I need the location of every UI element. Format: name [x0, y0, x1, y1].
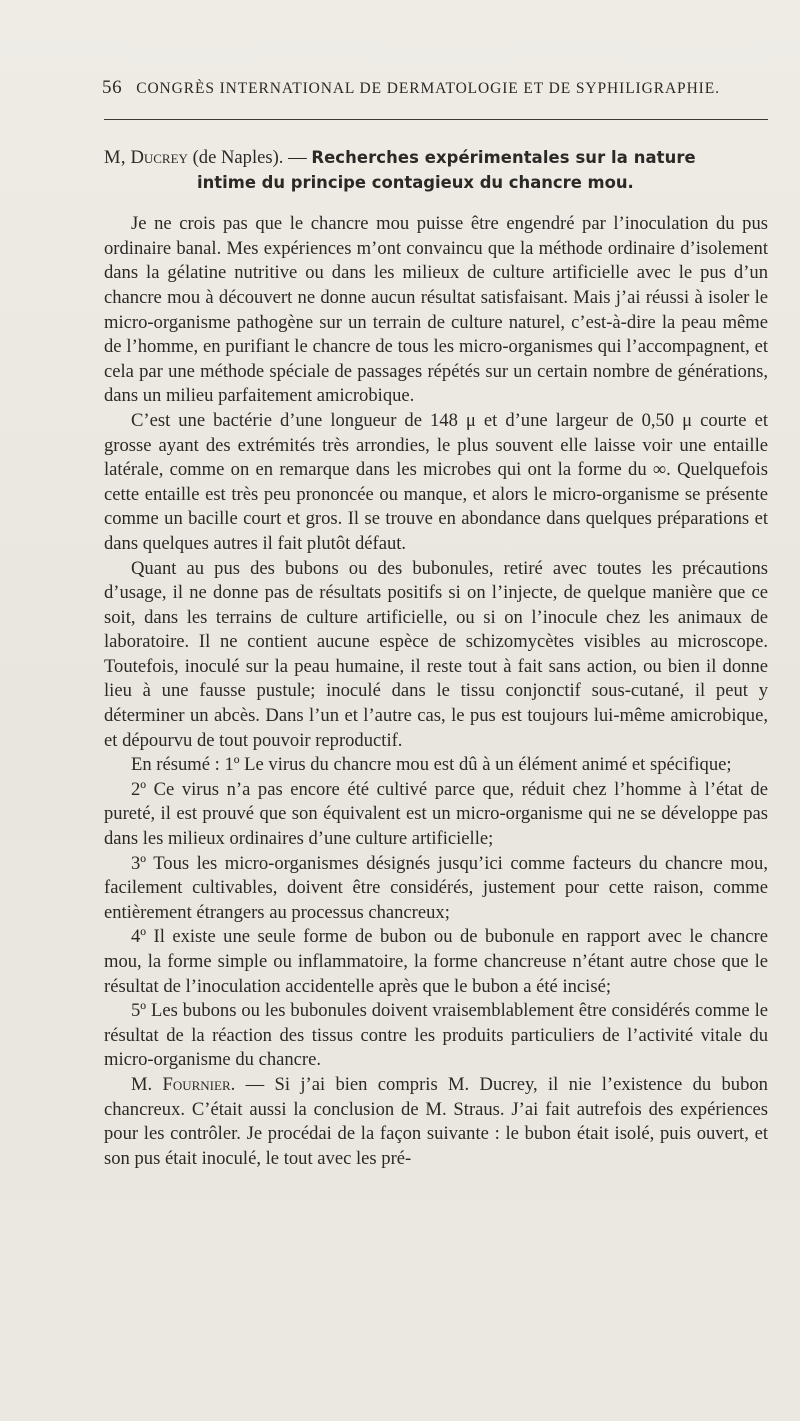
conclusion-item-1: En résumé : 1º Le virus du chancre mou est dû à un élément animé et spécifique; [131, 754, 732, 776]
author-name: Ducrey [130, 147, 188, 168]
conclusion-item-5: 5º Les bubons ou les bubonules doivent vraisemblablement être considérés comme le résultat de la réaction des tissus contre les produits particuliers de l’activité vitale du micro-organisme du chancre. [104, 1000, 768, 1071]
running-header [102, 77, 730, 99]
paragraph-bubon-pus: Quant au pus des bubons ou des bubonules, retiré avec toutes les précautions d’usage, il ne donne pas de résultats positifs si on l’injecte, de quelque manière que ce soit, dans les terrains de culture artificielle, ou si on l’inocule chez les animaux de laboratoire. Il ne contient aucune espèce de schizomycètes visibles au microscope. Toutefois, inoculé sur la peau humaine, il reste tout à fait sans action, ou bien il donne lieu à une fausse pustule; inoculé dans le tissu conjonctif sous-cutané, il peut y déterminer un abcès. Dans l’un et l’autre cas, le pus est toujours lui-même amicrobique, et dépourvu de tout pouvoir reproductif. [104, 557, 768, 751]
running-title: CONGRÈS INTERNATIONAL DE DERMATOLOGIE ET DE SYPHILIGRAPHIE. [136, 80, 720, 97]
header-rule [104, 119, 768, 120]
article-title-line2: intime du principe contagieux du chancre mou. [197, 172, 634, 192]
article-body [104, 146, 768, 1171]
article-heading [104, 146, 768, 195]
conclusion-item-4: 4º Il existe une seule forme de bubon ou de bubonule en rapport avec le chancre mou, la forme simple ou inflammatoire, la forme chancreuse n’étant autre chose que le résultat de l’inoculation accidentelle après que le bubon a été incisé; [104, 926, 768, 997]
author-prefix: M, [104, 147, 126, 168]
paragraph-bacterium-description: C’est une bactérie d’une longueur de 148 μ et d’une largeur de 0,50 μ courte et grosse ayant des extrémités très arrondies, le plus souvent elle laisse voir une entaille latérale, comme on en remarque dans les microbes qui ont la forme du ∞. Quelquefois cette entaille est très peu prononcée ou manque, et alors le micro-organisme se présente comme un bacille court et gros. Il se trouve en abondance dans quelques préparations et dans quelques autres il fait plutôt défaut. [104, 409, 768, 554]
article-title-line1: Recherches expérimentales sur la nature [311, 148, 696, 167]
author-affiliation: (de Naples). — [192, 147, 307, 168]
reply-text: — Si j’ai bien compris M. Ducrey, il nie l’existence du bubon chancreux. C’était aussi la conclusion de M. Straus. J’ai fait autrefois des expériences pour les contrôler. Je procédai de la façon suivante : le bubon était isolé, puis ouvert, et son pus était inoculé, le tout avec les pré- [104, 1073, 768, 1169]
page-number: 56 [102, 77, 123, 98]
conclusion-item-2: 2º Ce virus n’a pas encore été cultivé parce que, réduit chez l’homme à l’état de pureté, il est prouvé que son équivalent est un micro-organisme qui ne se développe pas dans les milieux ordinaires d’une culture artificielle; [104, 778, 768, 850]
reply-speaker: M. Fournier. [131, 1073, 236, 1095]
conclusion-item-3: 3º Tous les micro-organismes désignés jusqu’ici comme facteurs du chancre mou, facilement cultivables, doivent être considérés, justement pour cette raison, comme entièrement étrangers au processus chancreux; [104, 852, 768, 923]
paragraph-isolation-method: Je ne crois pas que le chancre mou puisse être engendré par l’inoculation du pus ordinaire banal. Mes expériences m’ont convaincu que la méthode ordinaire d’isolement dans la gélatine nutritive ou dans les milieux de culture artificielle avec le pus d’un chancre mou à découvert ne donne aucun résultat satisfaisant. Mais j’ai réussi à isoler le micro-organisme pathogène sur un terrain de culture naturel, c’est-à-dire la peau même de l’homme, en purifiant le chancre de tous les micro-organismes qui l’accompagnent, et cela par une méthode spéciale de passages répétés sur un certain nombre de générations, dans un milieu parfaitement amicrobique. [104, 213, 768, 407]
paragraph-fournier-reply [104, 1073, 768, 1171]
